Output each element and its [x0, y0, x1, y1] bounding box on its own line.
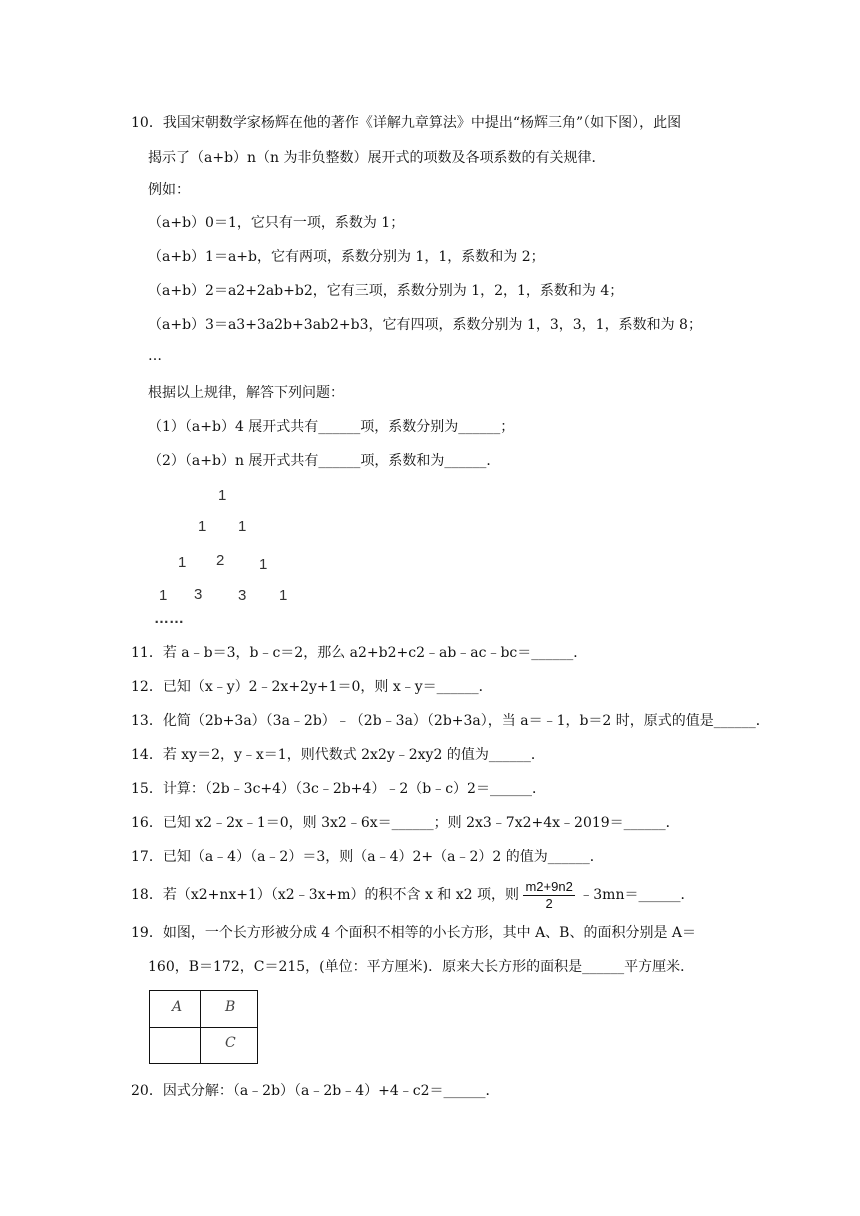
region-label-b: B	[225, 999, 236, 1015]
triangle-number: 1	[259, 556, 268, 573]
question-12: 12．已知（x﹣y）2﹣2x+2y+1＝0，则 x﹣y＝______．	[131, 679, 493, 695]
fraction-denominator: 2	[545, 895, 553, 911]
triangle-number: 1	[279, 587, 288, 604]
q19-line1: 19．如图，一个长方形被分成 4 个面积不相等的小长方形，其中 A、B、的面积分别是 A＝	[131, 925, 697, 941]
q10-example-2: （a+b）2＝a2+2ab+b2，它有三项，系数分别为 1，2，1，系数和为 4；	[148, 283, 624, 299]
question-13: 13．化简（2b+3a）（3a﹣2b）﹣（2b﹣3a）（2b+3a），当 a＝﹣1，b＝2 时，原式的值是______．	[131, 713, 770, 729]
triangle-number: 1	[218, 487, 227, 504]
q10-example-label: 例如：	[148, 182, 190, 198]
triangle-number: 2	[216, 552, 225, 569]
triangle-number: 3	[238, 587, 247, 604]
triangle-number: 1	[178, 554, 187, 571]
q10-ellipsis: …	[148, 348, 162, 364]
q10-example-1: （a+b）1＝a+b，它有两项，系数分别为 1，1，系数和为 2；	[148, 249, 545, 265]
q18-fraction	[523, 879, 574, 912]
region-label-a: A	[172, 999, 183, 1015]
grid-divider-horizontal	[150, 1027, 257, 1028]
q18-before: 18．若（x2+nx+1）（x2﹣3x+m）的积不含 x 和 x2 项，则	[131, 887, 520, 903]
q10-example-0: （a+b）0＝1，它只有一项，系数为 1；	[148, 215, 405, 231]
question-15: 15．计算：（2b﹣3c+4）（3c﹣2b+4）﹣2（b﹣c）2＝______．	[131, 781, 546, 797]
triangle-number: 1	[238, 518, 247, 535]
q10-example-3: （a+b）3＝a3+3a2b+3ab2+b3，它有四项，系数分别为 1，3，3，1，系数和为 8；	[148, 317, 702, 333]
triangle-number: 1	[159, 587, 168, 604]
question-18	[131, 878, 694, 912]
question-16: 16．已知 x2﹣2x﹣1＝0，则 3x2﹣6x＝______；则 2x3﹣7x2+4x﹣2019＝______．	[131, 815, 680, 831]
q19-line2: 160，B＝172，C＝215，(单位：平方厘米)．原来大长方形的面积是______平方厘米．	[148, 959, 695, 975]
triangle-number: 3	[194, 586, 203, 603]
triangle-number: 1	[198, 518, 207, 535]
q10-line2: 揭示了（a+b）n（n 为非负整数）展开式的项数及各项系数的有关规律．	[148, 150, 606, 166]
question-14: 14．若 xy＝2，y﹣x＝1，则代数式 2x2y﹣2xy2 的值为______．	[131, 747, 545, 763]
region-label-c: C	[225, 1035, 236, 1051]
q10-line1: 10．我国宋朝数学家杨辉在他的著作《详解九章算法》中提出“杨辉三角”（如下图），此图	[131, 115, 682, 131]
question-11: 11．若 a﹣b＝3，b﹣c＝2，那么 a2+b2+c2﹣ab﹣ac﹣bc＝______．	[131, 645, 588, 661]
triangle-ellipsis: ……	[154, 610, 184, 627]
q10-intro: 根据以上规律，解答下列问题：	[148, 385, 344, 401]
fraction-numerator: m2+9n2	[525, 878, 573, 894]
question-17: 17．已知（a﹣4）（a﹣2）＝3，则（a﹣4）2+（a﹣2）2 的值为______．	[131, 849, 604, 865]
rectangle-diagram	[149, 990, 258, 1064]
q10-part-1: （1）（a+b）4 展开式共有______项，系数分别为______；	[148, 419, 515, 435]
q10-part-2: （2）（a+b）n 展开式共有______项，系数和为______．	[148, 453, 501, 469]
question-20: 20．因式分解：（a﹣2b）（a﹣2b﹣4）+4﹣c2＝______．	[131, 1083, 500, 1099]
q18-after: ﹣3mn＝______．	[579, 887, 695, 903]
